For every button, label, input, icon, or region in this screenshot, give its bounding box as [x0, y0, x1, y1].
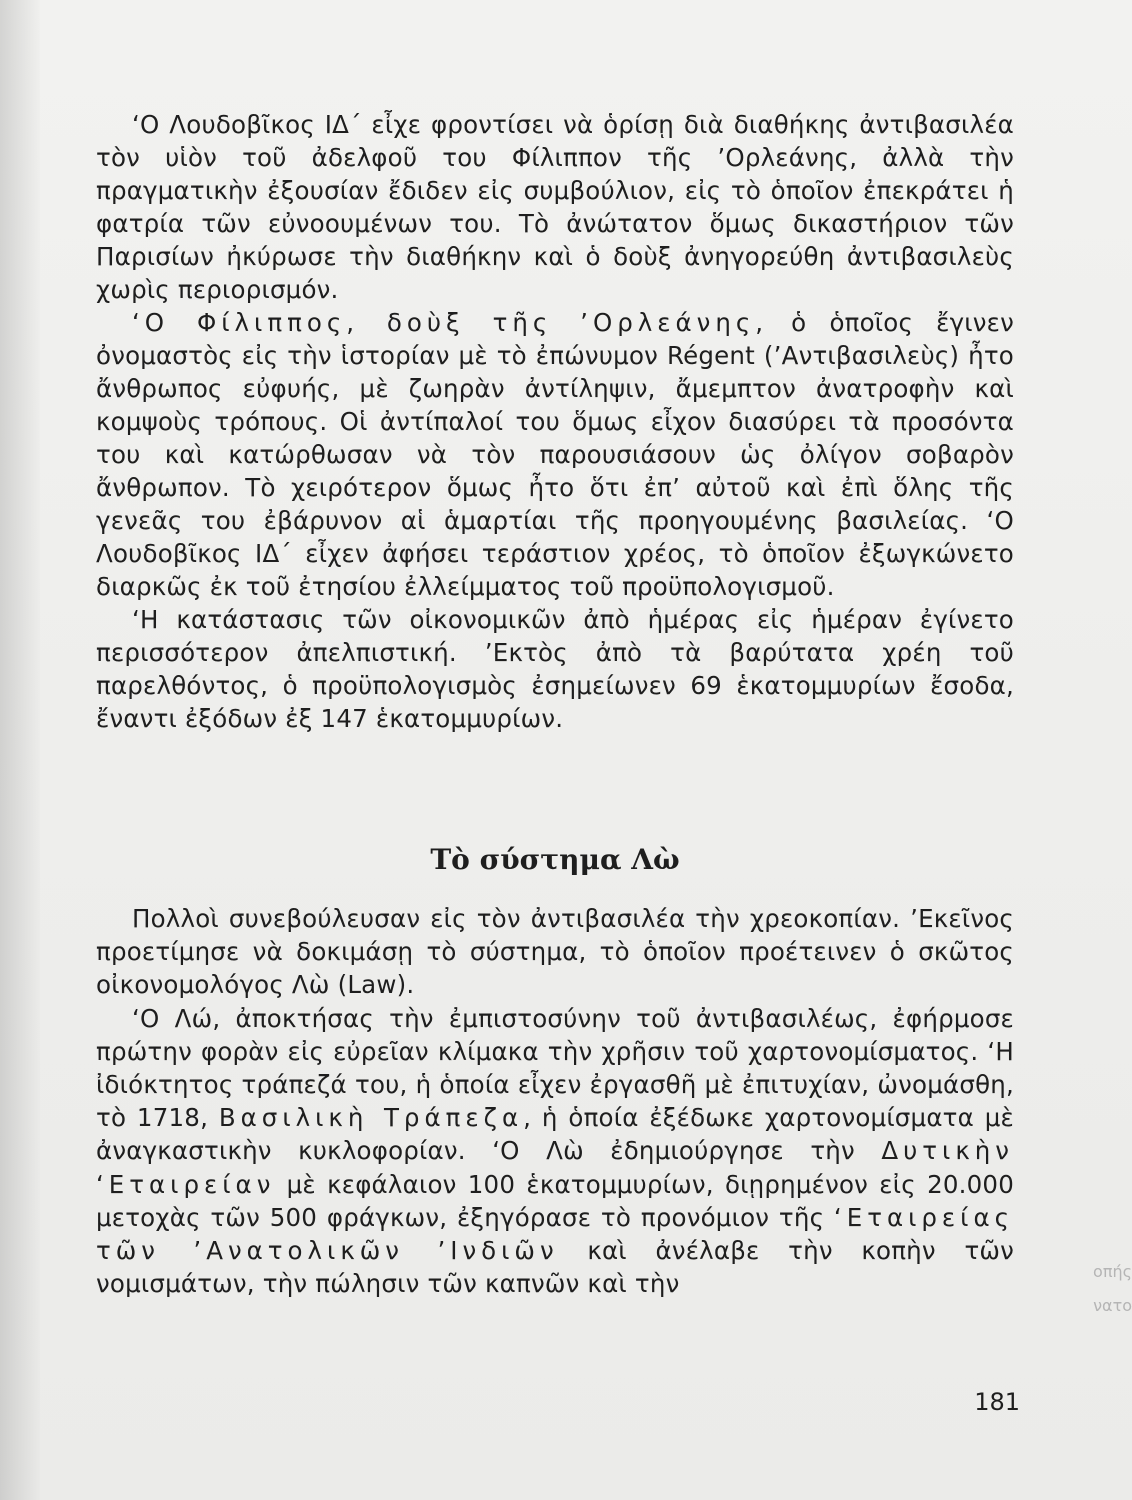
paragraph-5-part-c: μὲ κεφάλαιον 100 ἑκατομμυρίων, διῃρημένον εἰς 20.000 μετοχὰς τῶν 500 φράγκων, ἐξηγόρασε τὸ προνόμιον τῆς — [96, 1169, 1014, 1232]
paragraph-3: ‘Η κατάστασις τῶν οἰκονομικῶν ἀπὸ ἡμέρας εἰς ἡμέραν ἐγίνετο περισσότερον ἀπελπιστική. ’Εκτὸς ἀπὸ τὰ βαρύτατα χρέη τοῦ παρελθόντος, ὁ προϋπολογισμὸς ἐσημείωνεν 69 ἑκατομμυρίων ἔσοδα, ἔναντι ἐξόδων ἐξ 147 ἑκατομμυρίων. — [96, 605, 1014, 733]
paragraph-5-spaced-1: Βασιλικὴ Τράπεζα — [218, 1103, 524, 1133]
paragraph-2-spaced-lead: ‘Ο Φίλιππος, δοὺξ τῆς ’Ορλεάνης, — [132, 308, 769, 337]
paragraph-2 — [96, 306, 1014, 603]
bleed-through-text-2: νατο — [1093, 1296, 1132, 1315]
body-text-top — [96, 108, 1014, 735]
paragraph-5-part-d: καὶ ἀνέλαβε τὴν κοπὴν τῶν νομισμάτων, τὴν πώλησιν τῶν καπνῶν καὶ τὴν — [96, 1236, 1014, 1299]
paragraph-1: ‘Ο Λουδοβῖκος ΙΔ΄ εἶχε φροντίσει νὰ ὁρίσῃ διὰ διαθήκης ἀντιβασιλέα τὸν υἱὸν τοῦ ἀδελφοῦ του Φίλιππον τῆς ’Ορλεάνης, ἀλλὰ τὴν πραγματικὴν ἐξουσίαν ἔδιδεν εἰς συμβούλιον, εἰς τὸ ὁποῖον ἐπεκράτει ἡ φατρία τῶν εὐνοουμένων του. Τὸ ἀνώτατον ὅμως δικαστήριον τῶν Παρισίων ἠκύρωσε τὴν διαθήκην καὶ ὁ δοὺξ ἀνηγορεύθη ἀντιβασιλεὺς χωρὶς περιορισμόν. — [96, 110, 1014, 304]
paragraph-2-rest: ὁ ὁποῖος ἔγινεν ὀνομαστὸς εἰς τὴν ἱστορίαν μὲ τὸ ἐπώνυμον Régent (’Αντιβασιλεὺς) ἦτο ἄνθρωπος εὐφυής, μὲ ζωηρὰν ἀντίληψιν, ἄμεμπτον ἀνατροφὴν καὶ κομψοὺς τρόπους. Οἱ ἀντίπαλοί του ὅμως εἶχον διασύρει τὰ προσόντα του καὶ κατώρθωσαν νὰ τὸν παρουσιάσουν ὡς ὀλίγον σοβαρὸν ἄνθρωπον. Τὸ χειρότερον ὅμως ἦτο ὅτι ἐπ’ αὐτοῦ καὶ ἐπὶ ὅλης τῆς γενεᾶς του ἐβάρυνον αἱ ἁμαρτίαι τῆς προηγουμένης βασιλείας. ‘Ο Λουδοβῖκος ΙΔ΄ εἶχεν ἀφήσει τεράστιον χρέος, τὸ ὁποῖον ἐξωγκώνετο διαρκῶς ἐκ τοῦ ἐτησίου ἐλλείμματος τοῦ προϋπολογισμοῦ. — [96, 308, 1014, 601]
paragraph-5-part-a: ‘Ο Λώ, ἀποκτήσας τὴν ἐμπιστοσύνην τοῦ ἀντιβασιλέως, ἐφήρμοσε πρώτην φορὰν εἰς εὐρεῖαν κλίμακα τὴν χρῆσιν τοῦ χαρτονομίσματος. ‘Η ἰδιόκτητος τράπεζά του, ἡ ὁποία εἶχεν ἐργασθῆ μὲ ἐπιτυχίαν, ὠνομάσθη, τὸ 1718, — [96, 1003, 1014, 1133]
bleed-through-text-1: οπής — [1093, 1262, 1132, 1281]
section-heading: Τὸ σύστημα Λὼ — [430, 843, 680, 876]
paragraph-5 — [96, 1002, 1014, 1301]
paragraph-5-spaced-2: Δυτικὴν ‘Εταιρείαν — [96, 1136, 1014, 1199]
body-text-bottom — [96, 902, 1014, 1300]
paragraph-5-spaced-3: ‘Εταιρείας τῶν ’Ανατολικῶν ’Ινδιῶν — [96, 1202, 1014, 1266]
page-number: 181 — [974, 1388, 1020, 1416]
paragraph-4: Πολλοὶ συνεβούλευσαν εἰς τὸν ἀντιβασιλέα τὴν χρεοκοπίαν. ’Εκεῖνος προετίμησε νὰ δοκιμάσῃ τὸ σύστημα, τὸ ὁποῖον προέτεινεν ὁ σκῶτος οἰκονομολόγος Λὼ (Law). — [96, 904, 1014, 1000]
spine-shadow — [0, 0, 40, 1500]
paragraph-5-part-b: , ἡ ὁποία ἐξέδωκε χαρτονομίσματα μὲ ἀναγκαστικὴν κυκλοφορίαν. ‘Ο Λὼ ἐδημιούργησε τὴν — [96, 1103, 1014, 1166]
